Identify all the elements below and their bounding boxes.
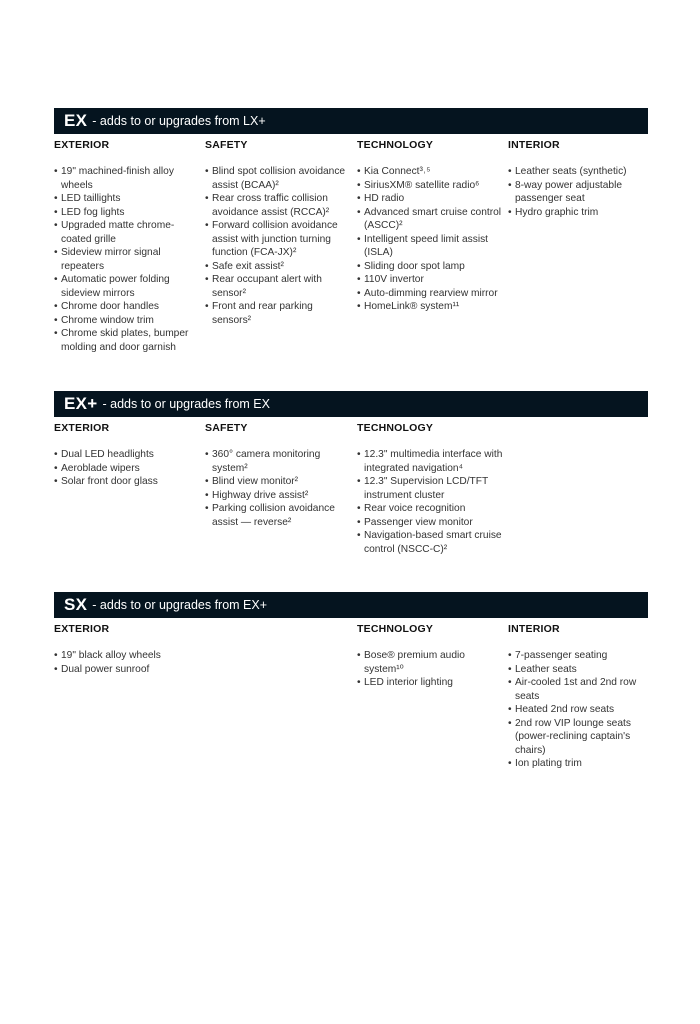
list-item: • Leather seats <box>508 663 656 677</box>
column-heading: EXTERIOR <box>54 623 110 635</box>
trim-section-ex <box>54 108 648 434</box>
list-item: • Leather seats (synthetic) <box>508 165 656 179</box>
list-item: • 110V invertor <box>357 273 505 287</box>
trim-banner <box>54 391 648 417</box>
list-item: • Air-cooled 1st and 2nd row seats <box>508 676 656 703</box>
list-item: • Safe exit assist² <box>205 260 353 274</box>
list-item: • Ion plating trim <box>508 757 656 771</box>
trim-section-sx <box>54 592 648 918</box>
list-item: • LED fog lights <box>54 206 202 220</box>
column-heading: EXTERIOR <box>54 139 110 151</box>
trim-banner <box>54 592 648 618</box>
column-heading: TECHNOLOGY <box>357 139 434 151</box>
list-item: • Parking collision avoidance assist — reverse² <box>205 502 353 529</box>
list-item: • HomeLink® system¹¹ <box>357 300 505 314</box>
list-item: • Sliding door spot lamp <box>357 260 505 274</box>
feature-list <box>357 448 505 556</box>
list-item: • Bose® premium audio system¹⁰ <box>357 649 505 676</box>
list-item: • 12.3" Supervision LCD/TFT instrument cluster <box>357 475 505 502</box>
feature-list <box>508 165 656 219</box>
list-item: • Blind spot collision avoidance assist (BCAA)² <box>205 165 353 192</box>
column-heading: INTERIOR <box>508 623 560 635</box>
column-heading: SAFETY <box>205 422 248 434</box>
column-heading: TECHNOLOGY <box>357 422 434 434</box>
trim-banner <box>54 108 648 134</box>
list-item: • 19" black alloy wheels <box>54 649 202 663</box>
trim-name: SX <box>64 595 88 614</box>
trim-subtitle: - adds to or upgrades from EX <box>102 397 270 411</box>
list-item: • Dual LED headlights <box>54 448 202 462</box>
list-item: • Chrome skid plates, bumper molding and door garnish <box>54 327 202 354</box>
list-item: • Dual power sunroof <box>54 663 202 677</box>
list-item: • 360° camera monitoring system² <box>205 448 353 475</box>
list-item: • Rear voice recognition <box>357 502 505 516</box>
feature-list <box>54 448 202 489</box>
feature-list <box>357 649 505 690</box>
list-item: • Rear cross traffic collision avoidance assist (RCCA)² <box>205 192 353 219</box>
list-item: • 2nd row VIP lounge seats (power-reclining captain's chairs) <box>508 717 656 758</box>
list-item: • Upgraded matte chrome-coated grille <box>54 219 202 246</box>
feature-list <box>205 448 353 529</box>
column-heading: INTERIOR <box>508 139 560 151</box>
list-item: • Rear occupant alert with sensor² <box>205 273 353 300</box>
list-item: • Navigation-based smart cruise control (NSCC-C)² <box>357 529 505 556</box>
list-item: • LED interior lighting <box>357 676 505 690</box>
list-item: • Passenger view monitor <box>357 516 505 530</box>
list-item: • Intelligent speed limit assist (ISLA) <box>357 233 505 260</box>
list-item: • Sideview mirror signal repeaters <box>54 246 202 273</box>
column-heading: SAFETY <box>205 139 248 151</box>
list-item: • Front and rear parking sensors² <box>205 300 353 327</box>
list-item: • LED taillights <box>54 192 202 206</box>
list-item: • Kia Connect³˒⁵ <box>357 165 505 179</box>
list-item: • 19" machined-finish alloy wheels <box>54 165 202 192</box>
list-item: • Advanced smart cruise control (ASCC)² <box>357 206 505 233</box>
feature-list <box>54 165 202 354</box>
feature-list <box>357 165 505 314</box>
trim-subtitle: - adds to or upgrades from LX+ <box>92 114 266 128</box>
column-heading: EXTERIOR <box>54 422 110 434</box>
list-item: • Solar front door glass <box>54 475 202 489</box>
trim-subtitle: - adds to or upgrades from EX+ <box>92 598 268 612</box>
list-item: • Forward collision avoidance assist with junction turning function (FCA-JX)² <box>205 219 353 260</box>
feature-list <box>205 165 353 327</box>
list-item: • Chrome door handles <box>54 300 202 314</box>
column-heading: TECHNOLOGY <box>357 623 434 635</box>
list-item: • 7-passenger seating <box>508 649 656 663</box>
trim-name: EX <box>64 111 88 130</box>
list-item: • Chrome window trim <box>54 314 202 328</box>
list-item: • HD radio <box>357 192 505 206</box>
list-item: • Aeroblade wipers <box>54 462 202 476</box>
feature-list <box>54 649 202 676</box>
list-item: • SiriusXM® satellite radio⁶ <box>357 179 505 193</box>
trim-name: EX+ <box>64 394 98 413</box>
list-item: • 12.3" multimedia interface with integrated navigation⁴ <box>357 448 505 475</box>
list-item: • Highway drive assist² <box>205 489 353 503</box>
feature-list <box>508 649 656 771</box>
list-item: • Heated 2nd row seats <box>508 703 656 717</box>
list-item: • 8-way power adjustable passenger seat <box>508 179 656 206</box>
list-item: • Hydro graphic trim <box>508 206 656 220</box>
list-item: • Automatic power folding sideview mirrors <box>54 273 202 300</box>
list-item: • Auto-dimming rearview mirror <box>357 287 505 301</box>
list-item: • Blind view monitor² <box>205 475 353 489</box>
